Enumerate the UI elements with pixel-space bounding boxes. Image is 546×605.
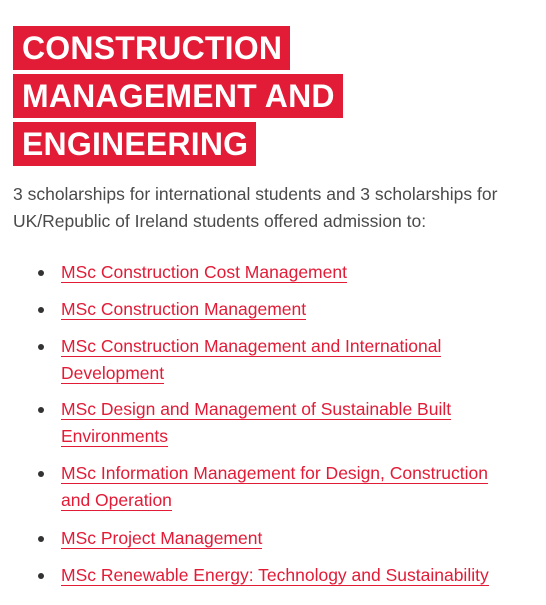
intro-text: 3 scholarships for international students and 3 scholarships for UK/Republic of Ireland students offered admission to:: [13, 184, 498, 231]
bullet-icon: [38, 471, 44, 477]
list-item: [13, 259, 533, 296]
bullet-icon: [38, 307, 44, 313]
list-item: [13, 562, 533, 599]
course-link-wrapper: [61, 460, 521, 514]
bullet-icon: [38, 270, 44, 276]
list-item: [13, 525, 533, 562]
course-link-construction-management[interactable]: MSc Construction Management: [61, 299, 307, 319]
bullet-icon: [38, 344, 44, 350]
heading-line-1: [13, 26, 533, 74]
list-item: [13, 460, 533, 525]
course-link-wrapper: [61, 333, 521, 387]
course-link-construction-cost-management[interactable]: MSc Construction Cost Management: [61, 262, 347, 282]
bullet-icon: [38, 407, 44, 413]
heading-line-2-text: MANAGEMENT AND: [13, 74, 343, 118]
bullet-icon: [38, 573, 44, 579]
course-link-construction-management-international-development[interactable]: MSc Construction Management and International Development: [61, 336, 442, 383]
list-item: [13, 396, 533, 460]
course-link-project-management[interactable]: MSc Project Management: [61, 528, 263, 548]
bullet-icon: [38, 536, 44, 542]
course-link-renewable-energy[interactable]: MSc Renewable Energy: Technology and Sustainability: [61, 565, 489, 585]
heading-line-1-text: CONSTRUCTION: [13, 26, 290, 70]
heading-line-3: [13, 122, 533, 170]
course-link-information-management[interactable]: MSc Information Management for Design, Construction and Operation: [61, 463, 488, 510]
course-link-wrapper: [61, 396, 521, 450]
course-list: [13, 259, 533, 599]
section-heading: [13, 26, 533, 170]
list-item: [13, 333, 533, 396]
heading-line-2: [13, 74, 533, 122]
list-item: [13, 296, 533, 333]
heading-line-3-text: ENGINEERING: [13, 122, 256, 166]
course-link-design-management-sustainable-built-environments[interactable]: MSc Design and Management of Sustainable Built Environments: [61, 399, 452, 446]
